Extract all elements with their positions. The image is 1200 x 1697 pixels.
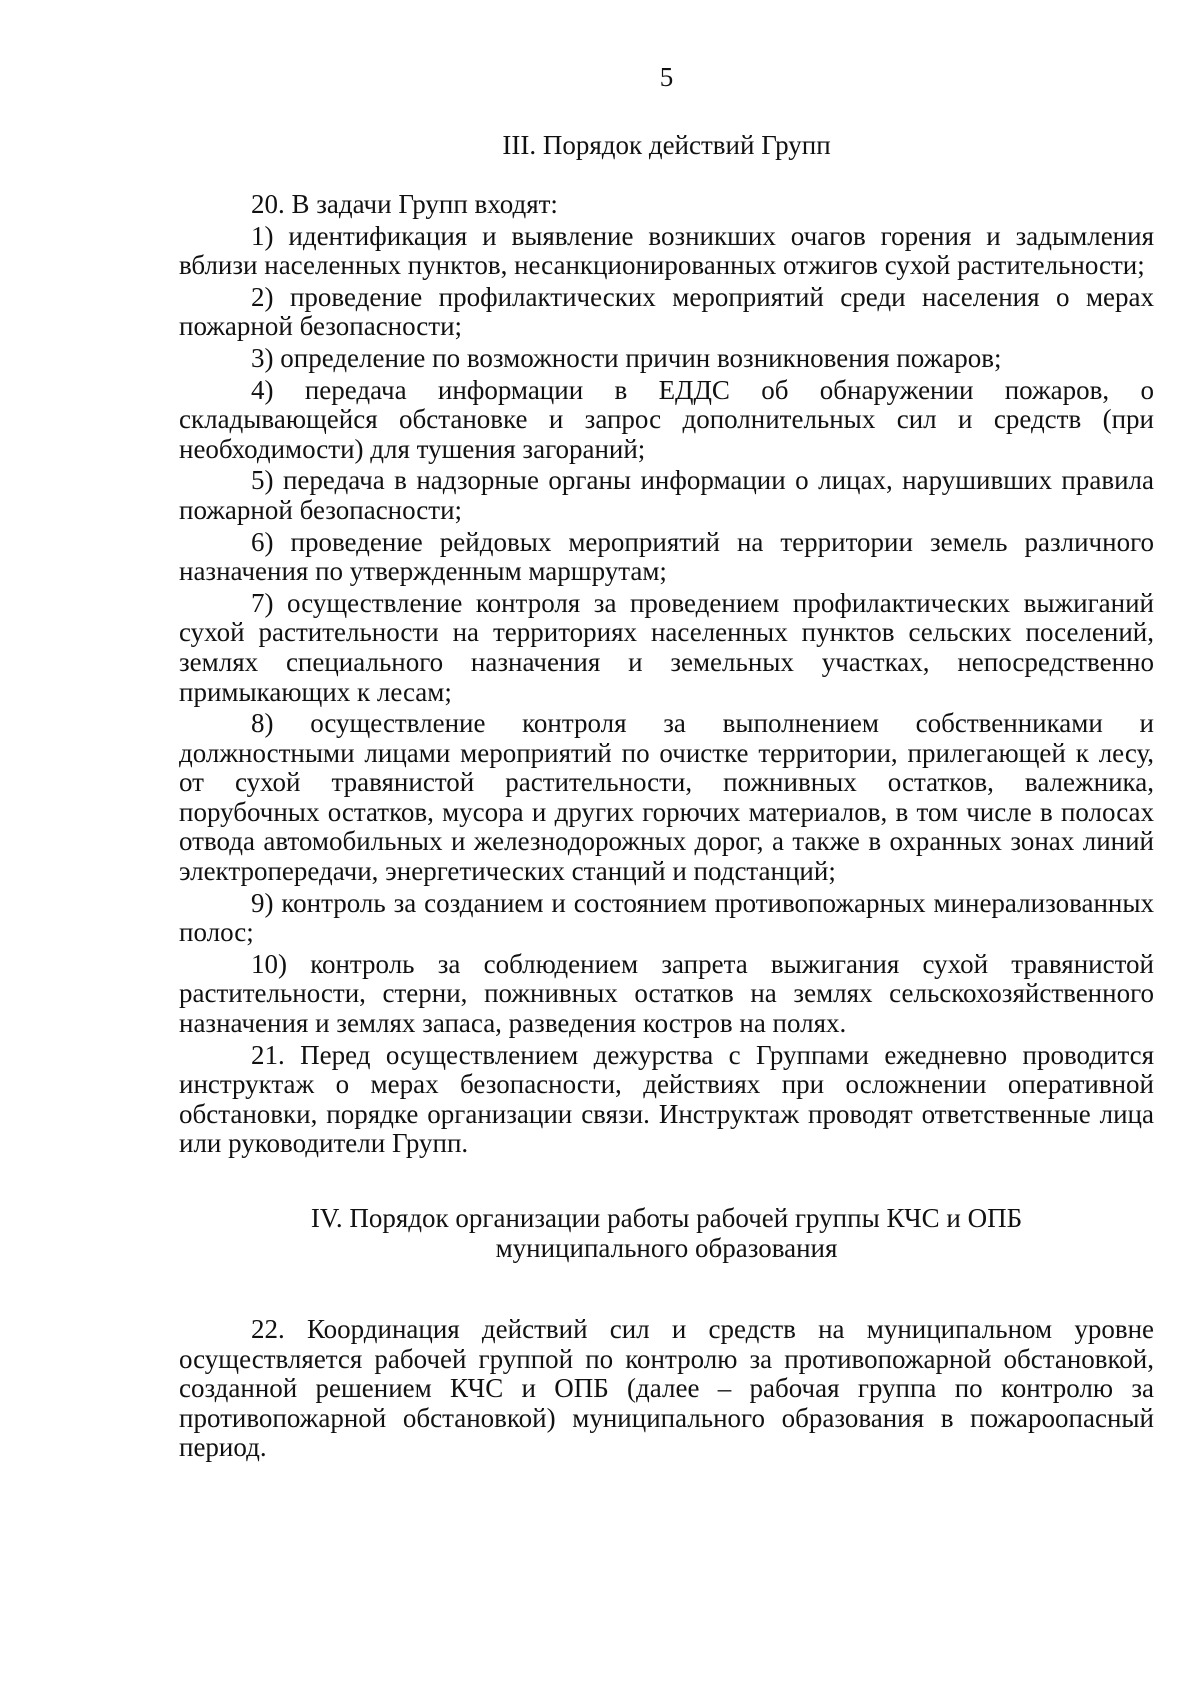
- document-page: [179, 62, 1154, 1463]
- page-number: 5: [659, 62, 674, 92]
- section-3-heading: III. Порядок действий Групп: [502, 130, 831, 160]
- section-4-body: [179, 1315, 1154, 1463]
- list-item-8: 8) осуществление контроля за выполнением собственниками и должностными лицами мероприятий по очистке территории, прилегающей к лесу, от сухой травянистой растительности, пожнивных остатков, валежника, порубочных остатков, мусора и других горючих материалов, в том числе в полосах отвода автомобильных и железнодорожных дорог, а также в охранных зонах линий электропередачи, энергетических станций и подстанций;: [179, 708, 1154, 887]
- section-3-body: [179, 190, 1154, 1159]
- list-item-3: 3) определение по возможности причин возникновения пожаров;: [251, 342, 1002, 373]
- paragraph-21: 21. Перед осуществлением дежурства с Группами ежедневно проводится инструктаж о мерах безопасности, действиях при осложнении оперативной обстановки, порядке организации связи. Инструктаж проводят ответственные лица или руководители Групп.: [179, 1039, 1154, 1159]
- paragraph-22: 22. Координация действий сил и средств на муниципальном уровне осуществляется рабочей группой по контролю за противопожарной обстановкой, созданной решением КЧС и ОПБ (далее – рабочая группа по контролю за противопожарной обстановкой) муниципального образования в пожароопасный период.: [179, 1314, 1154, 1463]
- section-4-heading-line-1: IV. Порядок организации работы рабочей группы КЧС и ОПБ: [310, 1203, 1023, 1233]
- list-item-4: 4) передача информации в ЕДДС об обнаружении пожаров, о складывающейся обстановке и запрос дополнительных сил и средств (при необходимости) для тушения загораний;: [179, 374, 1154, 464]
- list-item-5: 5) передача в надзорные органы информации о лицах, нарушивших правила пожарной безопасности;: [179, 465, 1154, 525]
- list-item-1: 1) идентификация и выявление возникших очагов горения и задымления вблизи населенных пунктов, несанкционированных отжигов сухой растительности;: [179, 220, 1154, 281]
- list-item-10: 10) контроль за соблюдением запрета выжигания сухой травянистой растительности, стерни, пожнивных остатков на землях сельскохозяйственного назначения и землях запаса, разведения костров на полях.: [179, 948, 1154, 1039]
- list-item-6: 6) проведение рейдовых мероприятий на территории земель различного назначения по утвержденным маршрутам;: [179, 526, 1154, 587]
- paragraph-20: 20. В задачи Групп входят:: [251, 189, 558, 219]
- list-item-2: 2) проведение профилактических мероприятий среди населения о мерах пожарной безопасности;: [179, 281, 1154, 342]
- section-4-heading: [179, 1203, 1154, 1263]
- list-item-9: 9) контроль за созданием и состоянием противопожарных минерализованных полос;: [179, 887, 1154, 948]
- section-4-heading-line-2: муниципального образования: [495, 1233, 838, 1263]
- list-item-7: 7) осуществление контроля за проведением профилактических выжиганий сухой растительности на территориях населенных пунктов сельских поселений, землях специального назначения и земельных участках, непосредственно примыкающих к лесам;: [179, 587, 1154, 707]
